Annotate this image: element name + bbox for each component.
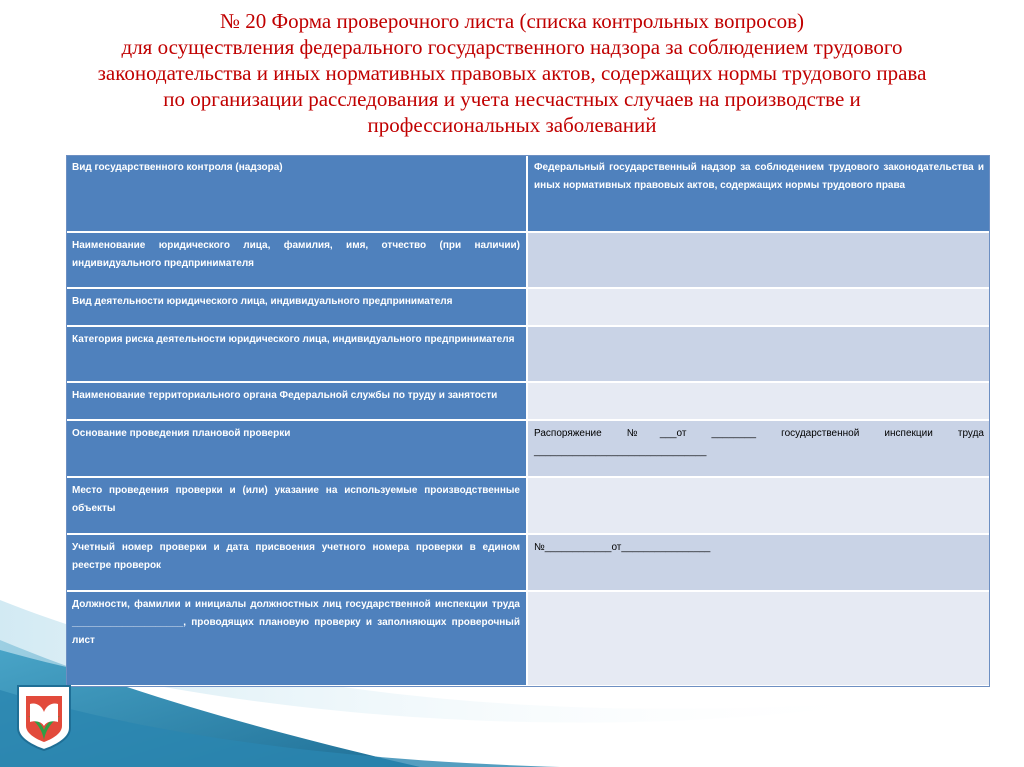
- page-title: [0, 8, 1024, 138]
- row-label: Место проведения проверки и (или) указание на используемые производственные объекты: [66, 478, 528, 535]
- title-line: для осуществления федерального государственного надзора за соблюдением трудового: [121, 35, 903, 59]
- title-line: профессиональных заболеваний: [367, 113, 657, 137]
- row-value: [528, 327, 990, 383]
- row-label: Наименование территориального органа Федеральной службы по труду и занятости: [66, 383, 528, 421]
- table-row: [66, 535, 990, 592]
- title-line: законодательства и иных нормативных правовых актов, содержащих нормы трудового права: [97, 61, 927, 85]
- title-line: № 20 Форма проверочного листа (списка контрольных вопросов): [219, 9, 805, 33]
- row-value: №____________от________________: [528, 535, 990, 592]
- row-label: Вид деятельности юридического лица, индивидуального предпринимателя: [66, 289, 528, 327]
- table-row: [66, 592, 990, 687]
- row-value: [528, 592, 990, 687]
- checklist-table: [66, 155, 990, 687]
- row-label: Категория риска деятельности юридического лица, индивидуального предпринимателя: [66, 327, 528, 383]
- table-row: [66, 383, 990, 421]
- trade-union-logo-icon: [12, 682, 76, 752]
- row-value: [528, 233, 990, 289]
- row-value: [528, 289, 990, 327]
- title-line: по организации расследования и учета несчастных случаев на производстве и: [163, 87, 861, 111]
- row-value: [528, 478, 990, 535]
- row-value: Федеральный государственный надзор за соблюдением трудового законодательства и иных нормативных правовых актов, содержащих нормы трудового права: [528, 155, 990, 233]
- table-row: [66, 233, 990, 289]
- row-label: Основание проведения плановой проверки: [66, 421, 528, 478]
- row-value: Распоряжение №___от ________ государственной инспекции труда _______________________________: [528, 421, 990, 478]
- table-row: [66, 327, 990, 383]
- row-label: Наименование юридического лица, фамилия, имя, отчество (при наличии) индивидуального предпринимателя: [66, 233, 528, 289]
- table-row: [66, 478, 990, 535]
- table-row: [66, 155, 990, 233]
- row-label: Должности, фамилии и инициалы должностных лиц государственной инспекции труда ____________________, проводящих плановую проверку и заполняющих проверочный лист: [66, 592, 528, 687]
- table-row: [66, 421, 990, 478]
- row-value: [528, 383, 990, 421]
- row-label: Учетный номер проверки и дата присвоения учетного номера проверки в едином реестре проверок: [66, 535, 528, 592]
- table-row: [66, 289, 990, 327]
- row-label: Вид государственного контроля (надзора): [66, 155, 528, 233]
